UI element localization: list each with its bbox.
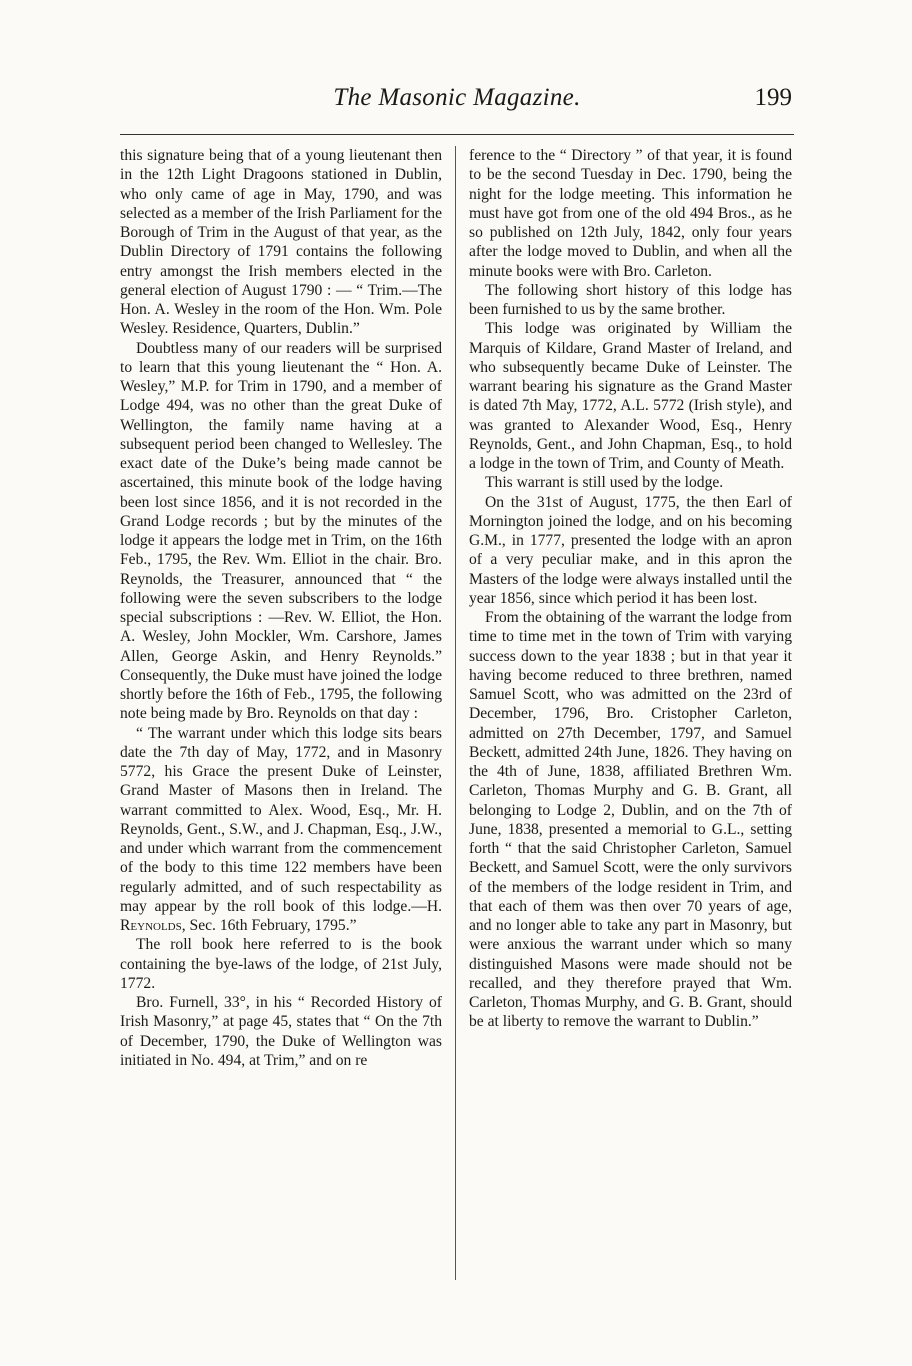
paragraph: This warrant is still used by the lodge. [485, 474, 724, 492]
quote-text: “ The warrant under which this lodge sits bears date the 7th day of May, 1772, and in Masonry 5772, his Grace the present Duke of Leinster, Grand Master of Masons then in Ireland. The warrant committed to Alex. Wood, Esq., Mr. H. Reynolds, Gent., S.W., and J. Chapman, Esq., J.W., and under which warrant from the commencement of the body to this time 122 members have been regularly admitted, and of such respectability as may appear by the roll book of this lodge.—H. [120, 724, 442, 915]
quote-signer: Reynolds [120, 917, 182, 934]
page-header [118, 84, 796, 124]
paragraph: This lodge was originated by William the Marquis of Kildare, Grand Master of Ireland, and who subsequently became Duke of Leinster. The warrant bearing his signature as the Grand Master is dated 7th May, 1772, A.L. 5772 (Irish style), and was granted to Alexander Wood, Esq., Henry Reynolds, Gent., and John Chapman, Esq., to hold a lodge in the town of Trim, and County of Meath. [469, 320, 792, 472]
paragraph: The following short history of this lodge has been furnished to us by the same brother. [469, 281, 792, 318]
paragraph: ference to the “ Directory ” of that year, it is found to be the second Tuesday in Dec. 1790, being the night for the lodge meeting. This information he must have got from one of the old 494 Bros., as he so published on 12th July, 1842, only four years after the lodge moved to Dublin, and when all the minute books were with Bro. Carleton. [469, 147, 792, 280]
paragraph: Bro. Furnell, 33°, in his “ Recorded History of Irish Masonry,” at page 45, states that “ On the 7th of December, 1790, the Duke of Wellington was initiated in No. 494, at Trim,” and on re [120, 994, 442, 1069]
paragraph: From the obtaining of the warrant the lodge from time to time met in the town of Trim with varying success down to the year 1838 ; but in that year it having become reduced to three brethren, named Samuel Scott, who was admitted on the 23rd of December, 1796, Bro. Cristopher Carleton, admitted on 27th December, 1797, and Samuel Beckett, admitted 24th June, 1826. They having on the 4th of June, 1838, affiliated Brethren Wm. Carleton, Thomas Murphy and G. B. Grant, all belonging to Lodge 2, Dublin, and on the 7th of June, 1838, presented a memorial to G.L., setting forth “ that the said Christopher Carleton, Samuel Beckett, and Samuel Scott, were the only survivors of the members of the lodge resident in Trim, and that each of them was then over 70 years of age, and no longer able to take any part in Masonry, but were anxious the warrant under which so many distinguished Masons were made should not be recalled, and they therefore prayed that Wm. Carleton, Thomas Murphy, and G. B. Grant, should be at liberty to remove the warrant to Dublin.” [469, 609, 792, 1031]
right-column [469, 146, 792, 1032]
page-number: 199 [754, 84, 792, 111]
paragraph: On the 31st of August, 1775, the then Earl of Mornington joined the lodge, and on his becoming G.M., in 1777, presented the lodge with an apron of a very peculiar make, and in this apron the Masters of the lodge were always installed until the year 1856, since which period it has been lost. [469, 493, 792, 607]
left-column [120, 146, 442, 1070]
paragraph: this signature being that of a young lieutenant then in the 12th Light Dragoons stationed in Dublin, who only came of age in May, 1790, and was selected as a member of the Irish Parliament for the Borough of Trim in the August of that year, as the Dublin Directory of 1791 contains the following entry amongst the Irish members elected in the general election of August 1790 : — “ Trim.—The Hon. A. Wesley in the room of the Hon. Wm. Pole Wesley. Residence, Quarters, Dublin.” [120, 147, 442, 338]
quote-date: , Sec. 16th February, 1795.” [181, 917, 357, 934]
paragraph: Doubtless many of our readers will be surprised to learn that this young lieutenant the “ Hon. A. Wesley,” M.P. for Trim in 1790, and a member of Lodge 494, was no other than the great Duke of Wellington, the family name having at a subsequent period been changed to Wellesley. The exact date of the Duke’s being made cannot be ascertained, this minute book of the lodge having been lost since 1856, and it is not recorded in the Grand Lodge records ; but by the minutes of the lodge it appears the lodge met in Trim, on the 16th Feb., 1795, the Rev. Wm. Elliot in the chair. Bro. Reynolds, the Treasurer, announced that “ the following were the seven subscribers to the lodge special subscriptions : —Rev. W. Elliot, the Hon. A. Wesley, John Mockler, Wm. Carshore, James Allen, George Askin, and Henry Reynolds.” Consequently, the Duke must have joined the lodge shortly before the 16th of Feb., 1795, the following note being made by Bro. Reynolds on that day : [120, 339, 442, 723]
header-rule [120, 134, 794, 135]
column-divider [455, 146, 456, 1280]
quoted-note [120, 724, 442, 936]
running-title: The Masonic Magazine. [333, 84, 581, 111]
paragraph: The roll book here referred to is the book containing the bye-laws of the lodge, of 21st July, 1772. [120, 936, 442, 992]
